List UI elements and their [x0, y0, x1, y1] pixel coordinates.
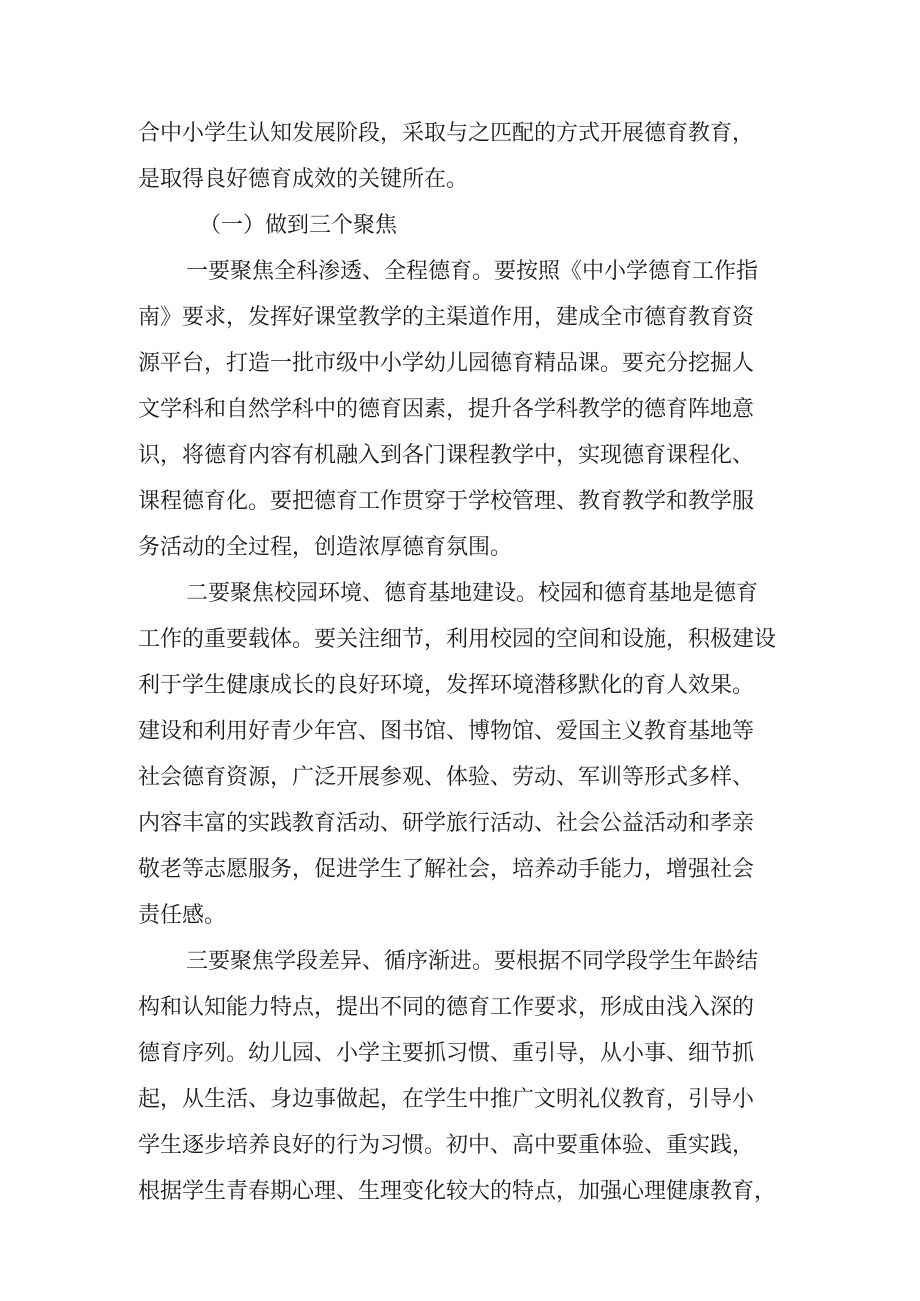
text-line-content: 源平台，打造一批市级中小学幼儿园德育精品课。要充分挖掘人	[138, 351, 755, 376]
text-line-content: 一要聚焦全科渗透、全程德育。要按照《中小学德育工作指	[186, 259, 759, 284]
text-line	[0, 1126, 920, 1166]
text-line	[0, 528, 920, 568]
text-line-content: 三要聚焦学段差异、循序渐进。要根据不同学段学生年龄结	[186, 949, 759, 974]
text-line	[0, 252, 920, 292]
text-line	[0, 850, 920, 890]
text-line	[0, 436, 920, 476]
text-line	[0, 344, 920, 384]
text-line-content: 识，将德育内容有机融入到各门课程教学中，实现德育课程化、	[138, 443, 755, 468]
text-line-content: 文学科和自然学科中的德育因素，提升各学科教学的德育阵地意	[138, 397, 755, 422]
text-line	[0, 390, 920, 430]
section-heading	[0, 206, 920, 246]
text-line	[0, 160, 920, 200]
text-line	[0, 942, 920, 982]
text-line-content: 学生逐步培养良好的行为习惯。初中、高中要重体验、重实践，	[138, 1133, 755, 1158]
text-line	[0, 298, 920, 338]
text-line-content: 南》要求，发挥好课堂教学的主渠道作用，建成全市德育教育资	[138, 305, 755, 330]
text-line-content: 敬老等志愿服务，促进学生了解社会，培养动手能力，增强社会	[138, 857, 755, 882]
text-line	[0, 712, 920, 752]
text-line-content: 合中小学生认知发展阶段，采取与之匹配的方式开展德育教育，	[138, 121, 755, 146]
text-line	[0, 988, 920, 1028]
text-line	[0, 666, 920, 706]
text-line	[0, 1172, 920, 1212]
text-line-content: 德育序列。幼儿园、小学主要抓习惯、重引导，从小事、细节抓	[138, 1041, 755, 1066]
text-line-content: 二要聚焦校园环境、德育基地建设。校园和德育基地是德育	[186, 581, 759, 606]
section-heading-text: （一）做到三个聚焦	[199, 213, 398, 238]
text-line	[0, 758, 920, 798]
text-line-content: 起，从生活、身边事做起，在学生中推广文明礼仪教育，引导小	[138, 1087, 755, 1112]
text-line-content: 利于学生健康成长的良好环境，发挥环境潜移默化的育人效果。	[138, 673, 755, 698]
text-line-content: 责任感。	[138, 903, 227, 928]
text-line	[0, 1080, 920, 1120]
text-line	[0, 1034, 920, 1074]
text-line	[0, 574, 920, 614]
text-line	[0, 114, 920, 154]
text-line-content: 务活动的全过程，创造浓厚德育氛围。	[138, 535, 513, 560]
text-line-content: 根据学生青春期心理、生理变化较大的特点，加强心理健康教育，	[138, 1179, 777, 1204]
text-line-content: 建设和利用好青少年宫、图书馆、博物馆、爱国主义教育基地等	[138, 719, 755, 744]
text-line-content: 工作的重要载体。要关注细节，利用校园的空间和设施，积极建设	[138, 627, 777, 652]
text-line-content: 构和认知能力特点，提出不同的德育工作要求，形成由浅入深的	[138, 995, 755, 1020]
text-line	[0, 620, 920, 660]
text-line	[0, 804, 920, 844]
text-line-content: 内容丰富的实践教育活动、研学旅行活动、社会公益活动和孝亲	[138, 811, 755, 836]
text-line-content: 是取得良好德育成效的关键所在。	[138, 167, 469, 192]
text-line-content: 课程德育化。要把德育工作贯穿于学校管理、教育教学和教学服	[138, 489, 755, 514]
text-line-content: 社会德育资源，广泛开展参观、体验、劳动、军训等形式多样、	[138, 765, 755, 790]
text-line	[0, 896, 920, 936]
text-line	[0, 482, 920, 522]
